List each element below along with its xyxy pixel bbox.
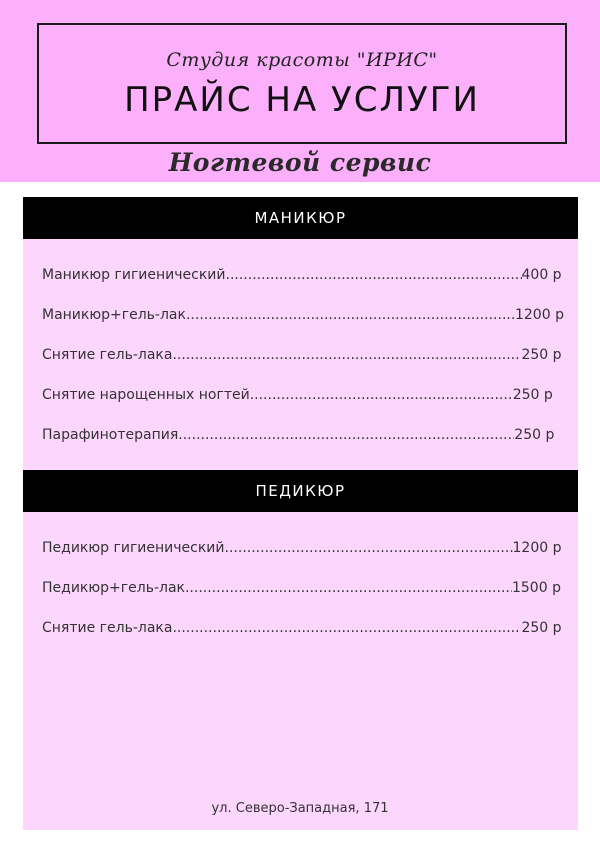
service-name: Снятие гель-лака (42, 347, 173, 363)
service-name: Снятие гель-лака (42, 620, 173, 636)
service-price: 250 р (521, 620, 562, 636)
service-price: 1200 р (512, 540, 562, 556)
dot-leader (226, 267, 522, 283)
service-name: Педикюр+гель-лак (42, 580, 185, 596)
price-row (42, 267, 578, 307)
service-price: 1500 р (511, 580, 561, 596)
service-name: Парафинотерапия (42, 427, 179, 443)
price-row (42, 540, 578, 580)
pedicure-price-list (23, 540, 578, 660)
service-price: 250 р (521, 347, 562, 363)
manicure-section (23, 197, 578, 472)
price-row (42, 620, 578, 660)
price-row (42, 387, 578, 427)
pedicure-header: ПЕДИКЮР (23, 470, 578, 512)
page-title: ПРАЙС НА УСЛУГИ (124, 80, 480, 120)
dot-leader (172, 620, 521, 636)
service-name: Педикюр гигиенический (42, 540, 225, 556)
pedicure-section (23, 470, 578, 830)
service-name: Маникюр+гель-лак (42, 307, 186, 323)
studio-name: Студия красоты "ИРИС" (166, 49, 438, 71)
service-price: 1200 р (514, 307, 564, 323)
dot-leader (178, 427, 514, 443)
manicure-header: МАНИКЮР (23, 197, 578, 239)
price-row (42, 427, 578, 467)
service-subtitle: Ногтевой сервис (168, 148, 432, 177)
address-footer: ул. Северо-Западная, 171 (211, 801, 389, 816)
manicure-price-list (23, 267, 578, 467)
price-row (42, 580, 578, 620)
dot-leader (186, 307, 515, 323)
price-row (42, 347, 578, 387)
service-name: Снятие нарощенных ногтей (42, 387, 250, 403)
dot-leader (172, 347, 521, 363)
service-name: Маникюр гигиенический (42, 267, 226, 283)
price-row (42, 307, 578, 347)
service-price: 250 р (514, 427, 555, 443)
service-price: 400 р (521, 267, 562, 283)
title-frame (37, 23, 567, 144)
dot-leader (225, 540, 513, 556)
dot-leader (250, 387, 513, 403)
service-price: 250 р (512, 387, 553, 403)
dot-leader (185, 580, 512, 596)
